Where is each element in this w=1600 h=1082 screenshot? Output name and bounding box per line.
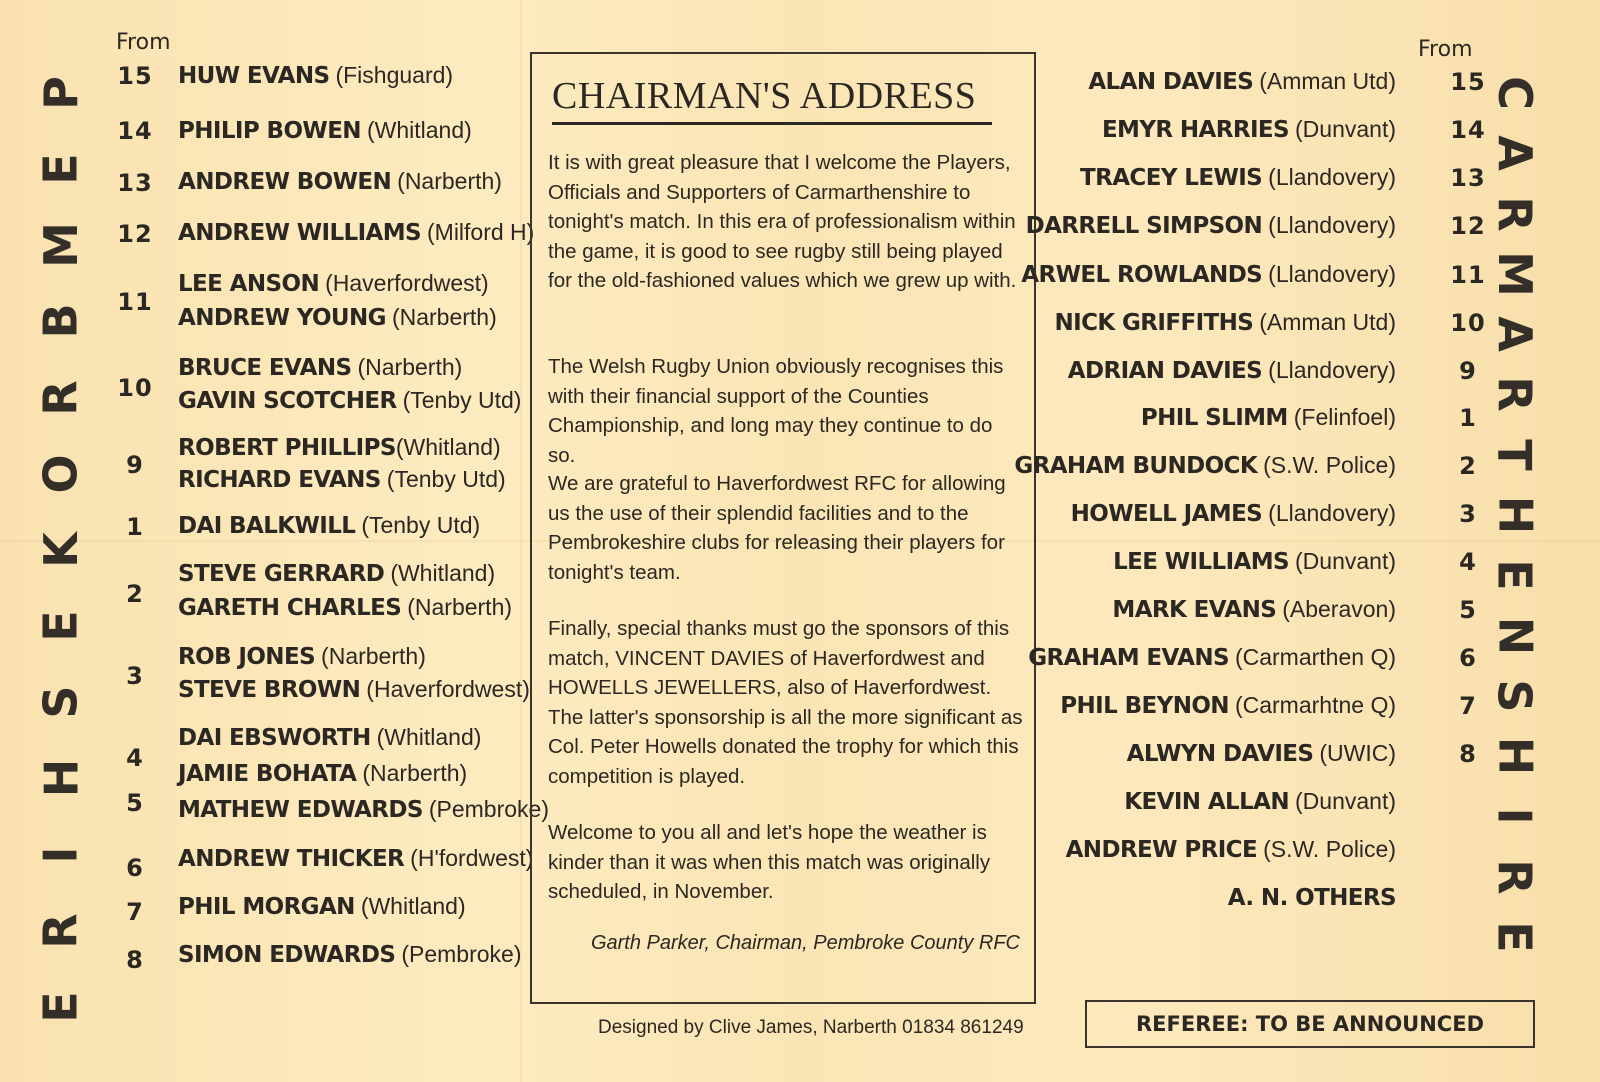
county-letter: T (1487, 438, 1542, 471)
shirt-number: 12 (117, 220, 153, 248)
shirt-number: 13 (1450, 164, 1486, 192)
county-letter: S (1487, 679, 1542, 713)
player-row: SIMON EDWARDS (Pembroke) (178, 941, 522, 968)
carmarthenshire-title (1487, 70, 1542, 960)
player-row: GAVIN SCOTCHER (Tenby Utd) (178, 387, 522, 414)
player-row: PHIL SLIMM (Felinfoel) (1140, 404, 1396, 431)
shirt-number: 13 (117, 169, 153, 197)
address-title: CHAIRMAN'S ADDRESS (552, 74, 992, 125)
player-row: EMYR HARRIES (Dunvant) (1101, 116, 1396, 143)
player-row: ANDREW YOUNG (Narberth) (178, 304, 497, 331)
shirt-number: 14 (117, 117, 153, 145)
county-letter: I (1487, 807, 1542, 825)
county-letter: I (33, 846, 88, 864)
shirt-number: 6 (1459, 644, 1477, 672)
county-letter: R (33, 913, 88, 949)
address-paragraph: It is with great pleasure that I welcome the Players, Officials and Supporters of Carmarthenshire to tonight's match. In this era of professionalism within the game, it is good to see rugby still being played for the old-fashioned values which we grew up with. (548, 151, 1017, 292)
county-letter: M (1487, 250, 1542, 297)
shirt-number: 3 (1459, 500, 1477, 528)
county-letter: H (33, 759, 88, 798)
shirt-number: 2 (1459, 452, 1477, 480)
player-row: DAI EBSWORTH (Whitland) (178, 724, 482, 751)
player-row: HOWELL JAMES (Llandovery) (1070, 500, 1396, 527)
county-letter: P (33, 76, 88, 110)
player-row: DARRELL SIMPSON (Llandovery) (1025, 212, 1396, 239)
county-letter: E (33, 991, 88, 1023)
shirt-number: 10 (117, 374, 153, 402)
shirt-number: 2 (126, 580, 144, 608)
county-letter: B (33, 303, 88, 339)
county-letter: H (1487, 495, 1542, 535)
shirt-number: 10 (1450, 309, 1486, 337)
player-row: MARK EVANS (Aberavon) (1112, 596, 1396, 623)
player-row: ALWYN DAVIES (UWIC) (1126, 740, 1396, 767)
chairmans-address-box (530, 52, 1036, 1004)
shirt-number: 11 (117, 288, 153, 316)
county-letter: M (33, 222, 88, 269)
county-letter: E (1487, 921, 1542, 953)
shirt-number: 9 (126, 451, 144, 479)
shirt-number: 11 (1450, 261, 1486, 289)
shirt-number: 1 (126, 513, 144, 541)
pembrokeshire-from-label: From (116, 30, 171, 55)
address-paragraph: The Welsh Rugby Union obviously recognises this with their financial support of the Counties Championship, and long may they continue to do so. (548, 355, 1004, 467)
address-paragraph: We are grateful to Haverfordwest RFC for allowing us the use of their splendid facilities and to the Pembrokeshire clubs for releasing their players for tonight's team. (548, 472, 1006, 584)
player-row: KEVIN ALLAN (Dunvant) (1124, 788, 1396, 815)
player-row: ANDREW THICKER (H'fordwest) (178, 845, 534, 872)
player-row: ADRIAN DAVIES (Llandovery) (1067, 357, 1396, 384)
shirt-number: 8 (126, 946, 144, 974)
county-letter: A (1487, 135, 1542, 172)
shirt-number: 15 (1450, 68, 1486, 96)
shirt-number: 5 (126, 789, 144, 817)
shirt-number: 4 (1459, 548, 1477, 576)
fold-line (520, 0, 522, 1082)
county-letter: R (1487, 376, 1542, 413)
county-letter: O (33, 454, 88, 494)
player-row: TRACEY LEWIS (Llandovery) (1080, 164, 1396, 191)
player-row: GRAHAM BUNDOCK (S.W. Police) (1014, 452, 1396, 479)
shirt-number: 3 (126, 662, 144, 690)
player-row: LEE WILLIAMS (Dunvant) (1113, 548, 1396, 575)
player-row: ALAN DAVIES (Amman Utd) (1088, 68, 1396, 95)
county-letter: E (33, 610, 88, 642)
player-row: BRUCE EVANS (Narberth) (178, 354, 463, 381)
referee-box: REFEREE: TO BE ANNOUNCED (1085, 1000, 1535, 1048)
player-row: ARWEL ROWLANDS (Llandovery) (1021, 261, 1396, 288)
player-row: ANDREW WILLIAMS (Milford H) (178, 219, 535, 246)
player-row: RICHARD EVANS (Tenby Utd) (178, 466, 506, 493)
address-paragraph: Welcome to you all and let's hope the weather is kinder than it was when this match was originally scheduled, in November. (548, 821, 991, 903)
shirt-number: 6 (126, 854, 144, 882)
player-row: JAMIE BOHATA (Narberth) (178, 760, 468, 787)
county-letter: R (1487, 195, 1542, 232)
county-letter: R (33, 379, 88, 416)
player-row: ROB JONES (Narberth) (178, 643, 426, 670)
player-row: A. N. OTHERS (1227, 885, 1396, 911)
player-row: DAI BALKWILL (Tenby Utd) (178, 512, 481, 539)
player-row: LEE ANSON (Haverfordwest) (178, 270, 489, 297)
player-row: PHILIP BOWEN (Whitland) (178, 117, 472, 144)
shirt-number: 5 (1459, 596, 1477, 624)
player-row: NICK GRIFFITHS (Amman Utd) (1054, 309, 1396, 336)
player-row: GRAHAM EVANS (Carmarthen Q) (1028, 644, 1396, 671)
shirt-number: 14 (1450, 116, 1486, 144)
player-row: ANDREW BOWEN (Narberth) (178, 168, 502, 195)
shirt-number: 8 (1459, 740, 1477, 768)
player-row: HUW EVANS (Fishguard) (178, 62, 454, 89)
shirt-number: 15 (117, 62, 153, 90)
player-row: GARETH CHARLES (Narberth) (178, 594, 513, 621)
county-letter: K (33, 532, 88, 568)
address-paragraph: Finally, special thanks must go the sponsors of this match, VINCENT DAVIES of Haverfordwest and HOWELLS JEWELLERS, also of Haverfordwest. The latter's sponsorship is all the more significant as Col. Peter Howells donated the trophy for which this competition is played. (548, 617, 1023, 788)
county-letter: A (1487, 316, 1542, 352)
county-letter: C (1487, 76, 1542, 110)
shirt-number: 4 (126, 744, 144, 772)
shirt-number: 1 (1459, 404, 1477, 432)
designer-credit: Designed by Clive James, Narberth 01834 861249 (598, 1017, 1024, 1038)
shirt-number: 7 (126, 898, 144, 926)
county-letter: N (1487, 616, 1542, 655)
player-row: PHIL BEYNON (Carmarhtne Q) (1060, 692, 1396, 719)
shirt-number: 12 (1450, 212, 1486, 240)
player-row: PHIL MORGAN (Whitland) (178, 893, 466, 920)
address-signature: Garth Parker, Chairman, Pembroke County RFC (590, 932, 1020, 954)
shirt-number: 7 (1459, 692, 1477, 720)
pembrokeshire-title (33, 70, 88, 1030)
carmarthenshire-from-label: From (1418, 37, 1473, 62)
county-letter: R (1487, 858, 1542, 895)
player-row: STEVE BROWN (Haverfordwest) (178, 676, 530, 703)
player-row: ANDREW PRICE (S.W. Police) (1065, 836, 1396, 863)
county-letter: S (33, 685, 88, 719)
player-row: STEVE GERRARD (Whitland) (178, 560, 496, 587)
county-letter: E (33, 153, 88, 185)
county-letter: E (1487, 559, 1542, 591)
county-letter: H (1487, 736, 1542, 776)
player-row: ROBERT PHILLIPS(Whitland) (178, 434, 501, 461)
shirt-number: 9 (1459, 357, 1477, 385)
player-row: MATHEW EDWARDS (Pembroke) (178, 796, 549, 823)
